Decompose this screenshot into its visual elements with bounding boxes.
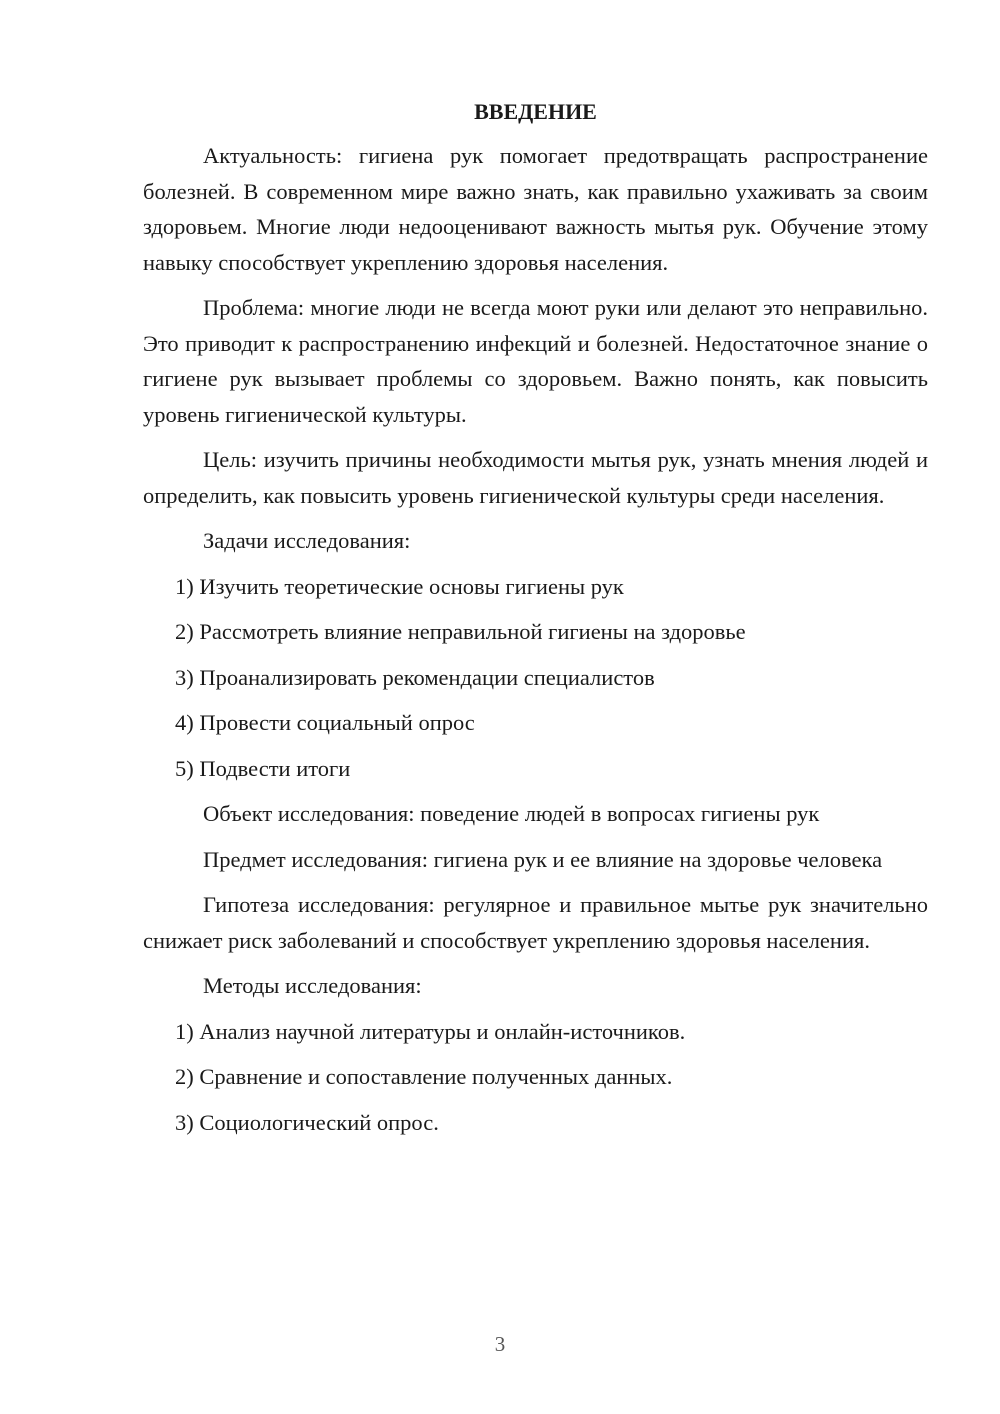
list-item: 1) Изучить теоретические основы гигиены рук bbox=[175, 573, 624, 599]
paragraph-goal: Цель: изучить причины необходимости мытья рук, узнать мнения людей и определить, как повысить уровень гигиенической культуры среди населения. bbox=[143, 447, 928, 508]
page-number: 3 bbox=[494, 1332, 506, 1356]
list-item: 5) Подвести итоги bbox=[175, 755, 351, 781]
paragraph-subject: Предмет исследования: гигиена рук и ее влияние на здоровье человека bbox=[203, 846, 883, 872]
list-item: 4) Провести социальный опрос bbox=[175, 710, 475, 735]
methods-heading: Методы исследования: bbox=[203, 973, 422, 998]
list-item: 2) Рассмотреть влияние неправильной гигиены на здоровье bbox=[175, 619, 746, 644]
tasks-list bbox=[143, 569, 928, 787]
paragraph-relevance: Актуальность: гигиена рук помогает предотвращать распространение болезней. В современном мире важно знать, как правильно ухаживать за своим здоровьем. Многие люди недооценивают важность мытья рук. Обучение этому навыку способствует укреплению здоровья населения. bbox=[143, 143, 928, 275]
paragraph-object: Объект исследования: поведение людей в вопросах гигиены рук bbox=[203, 801, 820, 826]
methods-list bbox=[143, 1014, 928, 1141]
document-page bbox=[143, 96, 928, 1150]
paragraph-problem: Проблема: многие люди не всегда моют руки или делают это неправильно. Это приводит к распространению инфекций и болезней. Недостаточное знание о гигиене рук вызывает проблемы со здоровьем. Важно понять, как повысить уровень гигиенической культуры. bbox=[143, 295, 928, 427]
section-title: ВВЕДЕНИЕ bbox=[474, 99, 597, 124]
list-item: 3) Социологический опрос. bbox=[175, 1109, 439, 1135]
tasks-heading: Задачи исследования: bbox=[203, 528, 411, 553]
list-item: 2) Сравнение и сопоставление полученных данных. bbox=[175, 1064, 673, 1089]
paragraph-hypothesis: Гипотеза исследования: регулярное и правильное мытье рук значительно снижает риск заболеваний и способствует укреплению здоровья населения. bbox=[143, 892, 928, 953]
list-item: 3) Проанализировать рекомендации специалистов bbox=[175, 664, 655, 690]
list-item: 1) Анализ научной литературы и онлайн-источников. bbox=[175, 1018, 686, 1044]
